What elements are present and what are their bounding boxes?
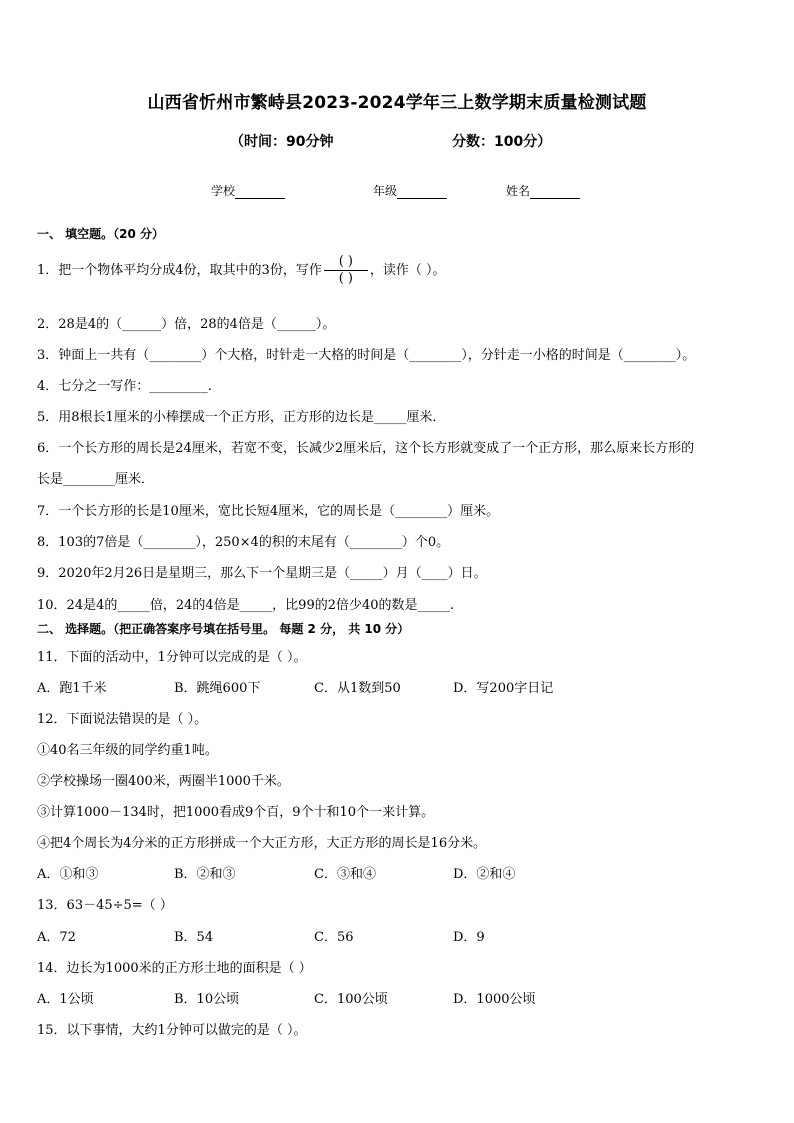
option-d[interactable]: D．9 — [453, 930, 485, 945]
question-3: 3．钟面上一共有（________）个大格，时针走一大格的时间是（________），分针走一小格的时间是（________）。 — [37, 348, 696, 363]
page-title: 山西省忻州市繁峙县2023-2024学年三上数学期末质量检测试题 — [147, 93, 647, 113]
question-2: 2．28是4的（______）倍，28的4倍是（______）。 — [37, 317, 336, 332]
option-c[interactable]: C．56 — [314, 930, 354, 945]
option-c[interactable]: C．100公顷 — [314, 992, 388, 1007]
section-fill-blank-heading: 一、 填空题。（20 分） — [37, 227, 165, 241]
school-field[interactable] — [211, 182, 285, 199]
question-12-statement-4: ④把4个周长为4分米的正方形拼成一个大正方形，大正方形的周长是16分米。 — [37, 836, 487, 851]
question-15-stem: 15．以下事情，大约1分钟可以做完的是（ ）。 — [37, 1023, 307, 1038]
name-label: 姓名 — [506, 184, 531, 198]
question-5: 5．用8根长1厘米的小棒摆成一个正方形，正方形的边长是_____厘米． — [37, 410, 446, 425]
option-c[interactable]: C．从1数到50 — [314, 681, 401, 696]
school-label: 学校 — [211, 184, 236, 198]
option-a[interactable]: A．①和③ — [37, 867, 99, 882]
option-b[interactable]: B．②和③ — [174, 867, 236, 882]
question-10: 10．24是4的_____倍，24的4倍是_____，比99的2倍少40的数是_____. — [37, 598, 455, 613]
option-b[interactable]: B．10公顷 — [174, 992, 240, 1007]
question-1-post: ，读作（ ）。 — [369, 263, 446, 278]
option-b[interactable]: B．54 — [174, 930, 214, 945]
question-9: 9．2020年2月26日是星期三，那么下一个星期三是（_____）月（____）日。 — [37, 566, 487, 581]
option-d[interactable]: D．写200字日记 — [453, 681, 554, 696]
question-1 — [37, 255, 445, 286]
option-a[interactable]: A．1公顷 — [37, 992, 94, 1007]
question-12-statement-1: ①40名三年级的同学约重1吨。 — [37, 743, 218, 758]
question-6-line-1: 6．一个长方形的周长是24厘米，若宽不变，长减少2厘米后，这个长方形就变成了一个正方形，那么原来长方形的 — [37, 441, 695, 456]
question-13-stem: 13．63－45÷5=（ ） — [37, 898, 173, 913]
option-d[interactable]: D．1000公顷 — [453, 992, 536, 1007]
question-4: 4．七分之一写作：_________. — [37, 379, 212, 394]
question-11-options — [37, 677, 757, 695]
question-7: 7．一个长方形的长是10厘米，宽比长短4厘米，它的周长是（________）厘米。 — [37, 504, 500, 519]
question-12-statement-3: ③计算1000－134时，把1000看成9个百，9个十和10个一来计算。 — [37, 805, 435, 820]
question-14-stem: 14．边长为1000米的正方形土地的面积是（ ） — [37, 961, 312, 976]
question-14-options — [37, 988, 757, 1006]
time-label: （时间：90分钟 — [230, 134, 334, 150]
question-6-line-2: 长是________厘米． — [37, 472, 155, 487]
grade-label: 年级 — [373, 184, 398, 198]
grade-blank[interactable] — [397, 186, 447, 199]
question-12-statement-2: ②学校操场一圈400米，两圈半1000千米。 — [37, 774, 290, 789]
question-8: 8．103的7倍是（________），250×4的积的末尾有（________）个0。 — [37, 535, 450, 550]
school-blank[interactable] — [235, 186, 285, 199]
question-13-options — [37, 926, 757, 944]
name-blank[interactable] — [530, 186, 580, 199]
option-a[interactable]: A．72 — [37, 930, 76, 945]
fraction-blank[interactable] — [324, 255, 368, 286]
option-b[interactable]: B．跳绳600下 — [174, 681, 261, 696]
name-field[interactable] — [506, 182, 580, 199]
section-choice-heading: 二、 选择题。（把正确答案序号填在括号里。 每题 2 分， 共 10 分） — [37, 622, 410, 636]
option-c[interactable]: C．③和④ — [314, 867, 376, 882]
question-12-stem: 12．下面说法错误的是（ ）。 — [37, 712, 208, 727]
option-d[interactable]: D．②和④ — [453, 867, 516, 882]
question-12-options — [37, 863, 757, 881]
score-label: 分数：100分） — [452, 134, 552, 150]
grade-field[interactable] — [373, 182, 447, 199]
question-11-stem: 11．下面的活动中，1分钟可以完成的是（ ）。 — [37, 650, 307, 665]
question-1-pre: 1．把一个物体平均分成4份，取其中的3份，写作 — [37, 263, 322, 278]
option-a[interactable]: A．跑1千米 — [37, 681, 107, 696]
fraction-numerator: ( ) — [338, 254, 353, 269]
fraction-denominator: ( ) — [338, 271, 353, 286]
